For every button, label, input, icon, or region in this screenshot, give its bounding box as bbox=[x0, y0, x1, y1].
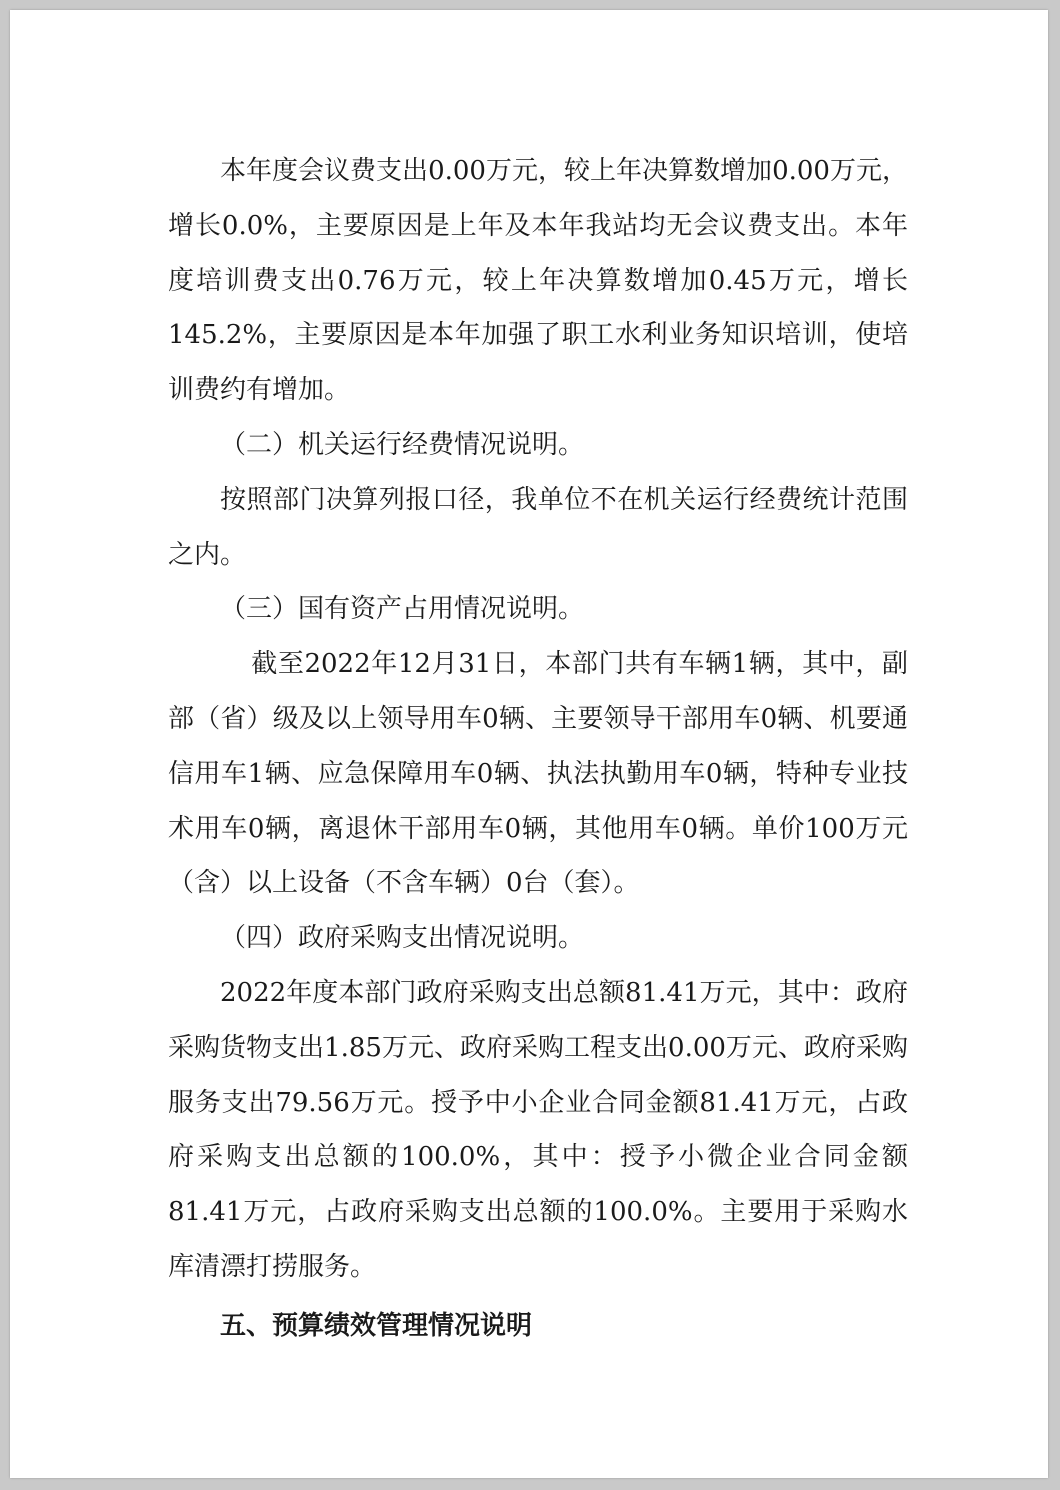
document-body bbox=[168, 144, 908, 1354]
heading-state-assets: （三）国有资产占用情况说明。 bbox=[220, 594, 585, 625]
section-title-budget-performance: 五、预算绩效管理情况说明 bbox=[220, 1310, 533, 1341]
paragraph-state-assets: 截至2022年12月31日，本部门共有车辆1辆，其中，副部（省）级及以上领导用车0辆、主要领导干部用车0辆、机要通信用车1辆、应急保障用车0辆、执法执勤用车0辆，特种专业技术用车0辆，离退休干部用车0辆，其他用车0辆。单价100万元（含）以上设备（不含车辆）0台（套）。 bbox=[168, 649, 908, 899]
paragraph-office-operating-expenses: 按照部门决算列报口径，我单位不在机关运行经费统计范围之内。 bbox=[168, 484, 908, 570]
heading-government-procurement: （四）政府采购支出情况说明。 bbox=[220, 923, 585, 954]
heading-office-operating-expenses: （二）机关运行经费情况说明。 bbox=[220, 429, 585, 460]
document-page bbox=[10, 10, 1048, 1478]
paragraph-meeting-training-fees: 本年度会议费支出0.00万元，较上年决算数增加0.00万元，增长0.0%，主要原因是上年及本年我站均无会议费支出。本年度培训费支出0.76万元，较上年决算数增加0.45万元，增长145.2%，主要原因是本年加强了职工水利业务知识培训，使培训费约有增加。 bbox=[168, 156, 908, 406]
paragraph-government-procurement: 2022年度本部门政府采购支出总额81.41万元，其中：政府采购货物支出1.85万元、政府采购工程支出0.00万元、政府采购服务支出79.56万元。授予中小企业合同金额81.41万元，占政府采购支出总额的100.0%，其中：授予小微企业合同金额81.41万元，占政府采购支出总额的100.0%。主要用于采购水库清漂打捞服务。 bbox=[168, 977, 908, 1282]
